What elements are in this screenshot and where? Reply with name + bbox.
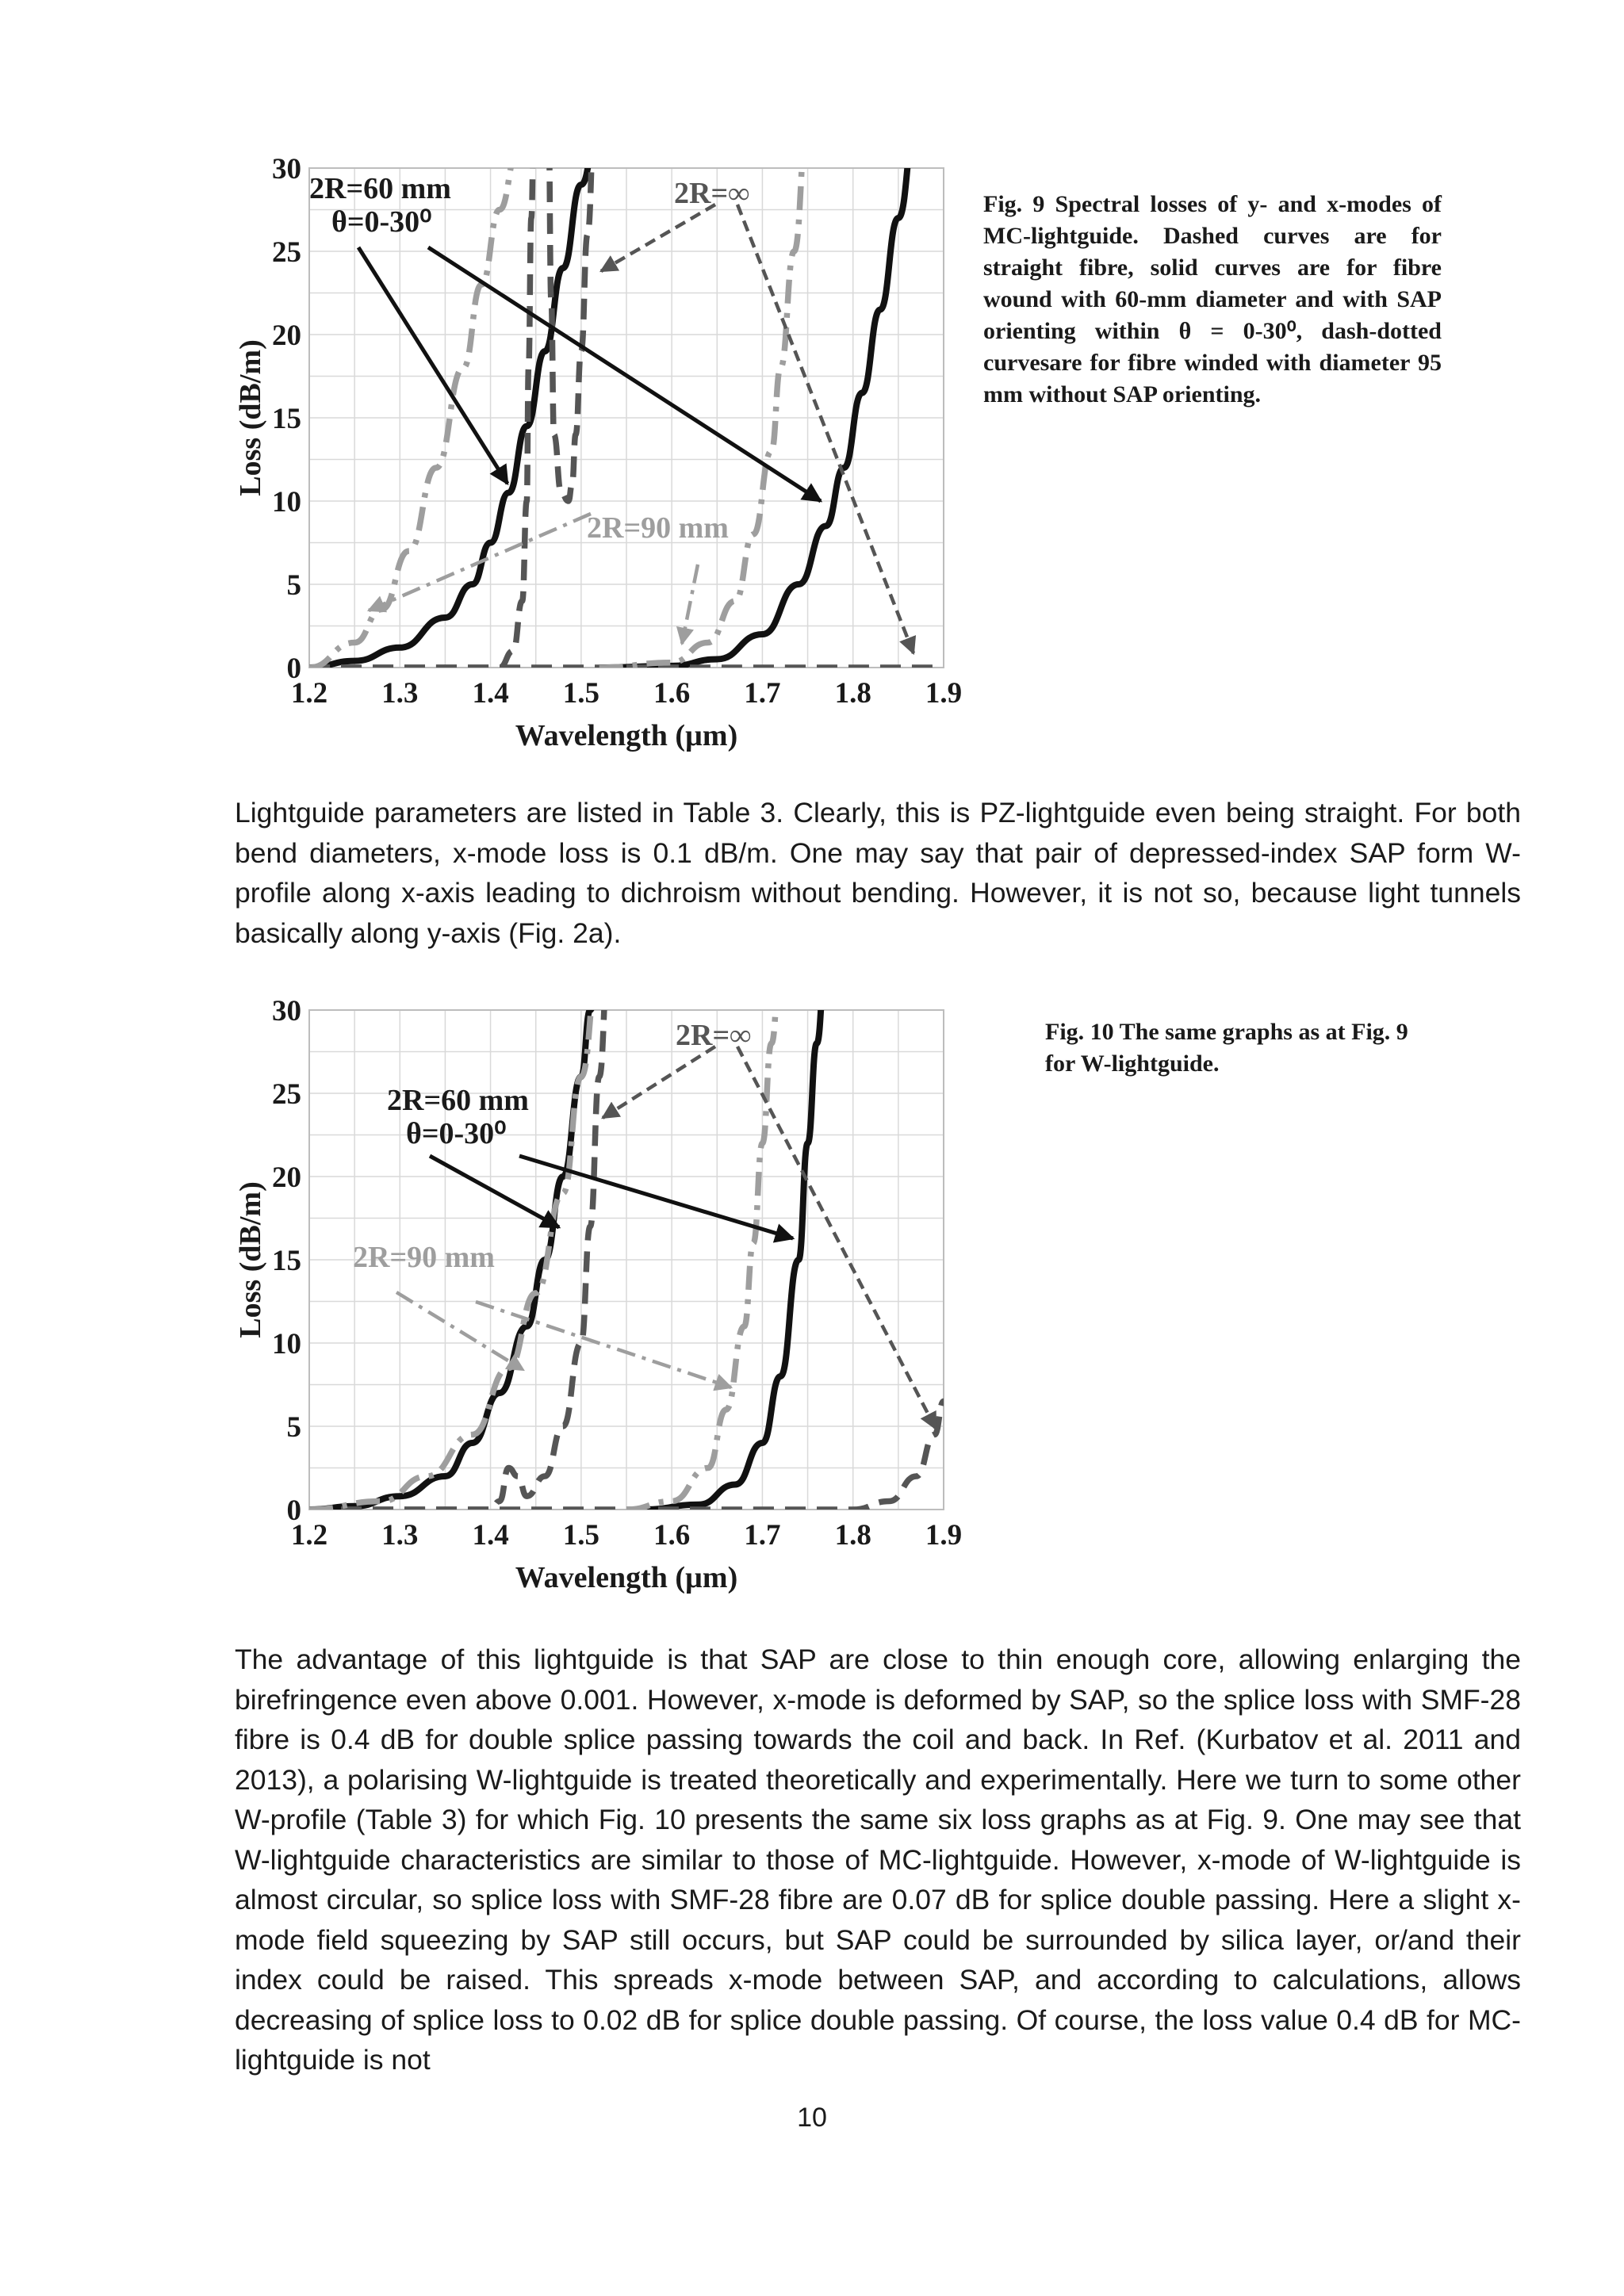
annotation-arrow xyxy=(737,1047,936,1429)
x-tick-label: 1.4 xyxy=(472,677,509,710)
figure-10 xyxy=(230,995,967,1603)
y-tick-label: 20 xyxy=(272,320,301,352)
annotation-label: θ=0-30⁰ xyxy=(406,1117,507,1150)
figure-10-chart xyxy=(230,995,967,1603)
y-tick-label: 30 xyxy=(272,153,301,186)
annotation-label: 2R=90 mm xyxy=(353,1241,495,1274)
y-tick-label: 0 xyxy=(286,1494,301,1527)
annotation-arrow xyxy=(601,205,715,271)
y-tick-label: 20 xyxy=(272,1161,301,1194)
y-axis-label: Loss (dB/m) xyxy=(234,1181,267,1338)
figure-9-chart xyxy=(230,153,967,761)
y-tick-label: 15 xyxy=(272,403,301,435)
annotation-label: 2R=∞ xyxy=(676,1019,752,1052)
y-tick-label: 0 xyxy=(286,652,301,685)
x-tick-label: 1.9 xyxy=(925,1519,963,1552)
annotation-arrow xyxy=(682,564,698,644)
x-tick-label: 1.3 xyxy=(381,1519,419,1552)
y-tick-label: 10 xyxy=(272,1328,301,1360)
x-tick-label: 1.7 xyxy=(744,1519,781,1552)
y-tick-label: 25 xyxy=(272,1078,301,1111)
figure-10-caption: Fig. 10 The same graphs as at Fig. 9 for W-lightguide. xyxy=(1045,1019,1408,1077)
y-axis-label: Loss (dB/m) xyxy=(234,339,267,496)
x-tick-label: 1.9 xyxy=(925,677,963,710)
annotation-label: θ=0-30⁰ xyxy=(331,205,432,239)
x-tick-label: 1.4 xyxy=(472,1519,509,1552)
annotation-arrow xyxy=(430,1156,559,1227)
y-tick-label: 5 xyxy=(286,1411,301,1444)
annotation-label: 2R=∞ xyxy=(674,177,750,210)
x-tick-label: 1.8 xyxy=(834,677,871,710)
series-line xyxy=(309,960,599,1510)
x-tick-label: 1.2 xyxy=(290,1519,328,1552)
x-tick-label: 1.3 xyxy=(381,677,419,710)
series-line xyxy=(309,960,599,1510)
x-tick-label: 1.8 xyxy=(834,1519,871,1552)
x-tick-label: 1.6 xyxy=(653,1519,691,1552)
y-tick-label: 15 xyxy=(272,1245,301,1277)
y-tick-label: 25 xyxy=(272,236,301,269)
x-tick-label: 1.2 xyxy=(290,677,328,710)
paragraph-1 xyxy=(235,793,1521,953)
series-line xyxy=(599,118,917,668)
annotation-label: 2R=90 mm xyxy=(587,511,729,545)
figure-9 xyxy=(230,153,967,761)
annotation-label: 2R=60 mm xyxy=(387,1084,529,1117)
y-tick-label: 30 xyxy=(272,995,301,1027)
figure-9-caption: Fig. 9 Spectral losses of y- and x-modes of MC-lightguide. Dashed curves are for straight fibre, solid curves are for fibre wound with 60-mm diameter and with SAP orienting within θ = 0-30⁰, dash-dotted curvesare for fibre winded with diameter 95 mm without SAP orienting. xyxy=(983,191,1442,408)
x-axis-label: Wavelength (µm) xyxy=(515,719,738,752)
grid xyxy=(309,168,944,668)
paragraph-2-text: The advantage of this lightguide is that SAP are close to thin enough core, allowing enlarging the birefringence even above 0.001. However, x-mode is deformed by SAP, so the splice loss with SMF-28 fibre is 0.4 dB for double splice passing towards the coil and back. In Ref. (Kurbatov et al. 2011 and 2013), a polarising W-lightguide is treated theoretically and experimentally. Here we turn to some other W-profile (Table 3) for which Fig. 10 presents the same six loss graphs as at Fig. 9. One may see that W-lightguide characteristics are similar to those of MC-lightguide. However, x-mode of W-lightguide is almost circular, so splice loss with SMF-28 fibre are 0.07 dB for splice double passing. Here a slight x-mode field squeezing by SAP still occurs, but SAP could be surrounded by silica layer, or/and their index could be raised. This spreads x-mode between SAP, and according to calculations, allows decreasing of splice loss to 0.02 dB for splice double passing. Of course, the loss value 0.4 dB for MC-lightguide is not xyxy=(235,1644,1521,2076)
x-tick-label: 1.5 xyxy=(562,1519,599,1552)
annotation-label: 2R=60 mm xyxy=(309,172,451,205)
y-tick-label: 10 xyxy=(272,486,301,519)
x-axis-label: Wavelength (µm) xyxy=(515,1561,738,1594)
paragraph-2 xyxy=(235,1640,1521,2080)
y-tick-label: 5 xyxy=(286,569,301,602)
annotation-arrow xyxy=(603,1047,715,1118)
page-number: 10 xyxy=(797,2103,827,2133)
paragraph-1-text: Lightguide parameters are listed in Table 3. Clearly, this is PZ-lightguide even being straight. For both bend diameters, x-mode loss is 0.1 dB/m. One may say that pair of depressed-index SAP form W-profile along x-axis leading to dichroism without bending. However, it is not so, because light tunnels basically along y-axis (Fig. 2a). xyxy=(235,797,1521,949)
annotation-arrow xyxy=(519,1156,793,1238)
x-tick-label: 1.7 xyxy=(744,677,781,710)
x-tick-label: 1.5 xyxy=(562,677,599,710)
x-tick-label: 1.6 xyxy=(653,677,691,710)
annotation-arrow xyxy=(396,1292,523,1370)
